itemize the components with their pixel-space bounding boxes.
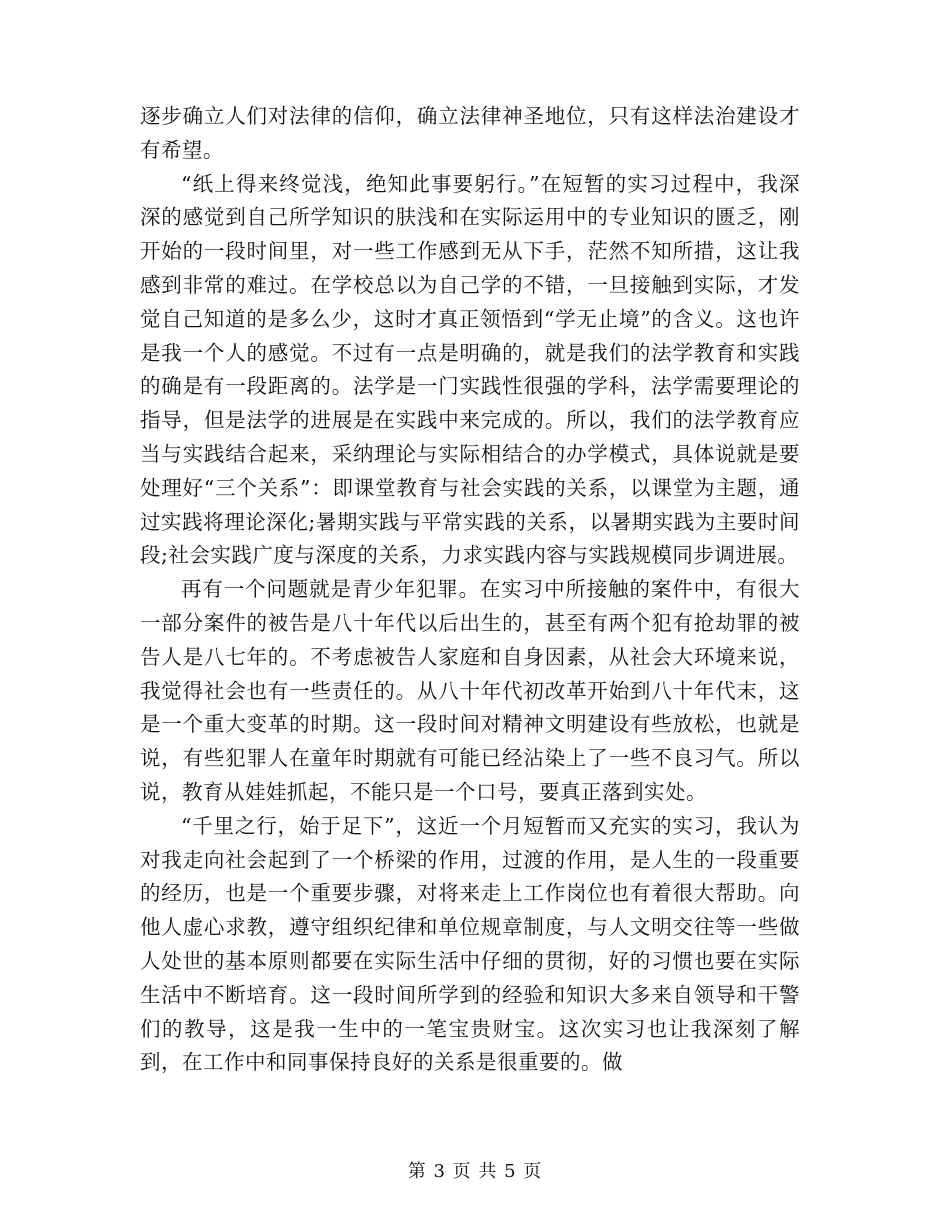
paragraph-4: “千里之行，始于足下”，这近一个月短暂而又充实的实习，我认为对我走向社会起到了一个桥梁的作用，过渡的作用，是人生的一段重要的经历，也是一个重要步骤，对将来走上工作岗位也有着很大帮助。向他人虚心求教，遵守组织纪律和单位规章制度，与人文明交往等一些做人处世的基本原则都要在实际生活中仔细的贯彻，好的习惯也要在实际生活中不断培育。这一段时间所学到的经验和知识大多来自领导和干警们的教导，这是我一生中的一笔宝贵财宝。这次实习也让我深刻了解到，在工作中和同事保持良好的关系是很重要的。做 xyxy=(140,813,800,1075)
page-number-footer: 第 3 页 共 5 页 xyxy=(407,1161,543,1182)
document-body xyxy=(140,100,800,1080)
paragraph-2: “纸上得来终觉浅，绝知此事要躬行。”在短暂的实习过程中，我深深的感觉到自己所学知识的肤浅和在实际运用中的专业知识的匮乏，刚开始的一段时间里，对一些工作感到无从下手，茫然不知所措，这让我感到非常的难过。在学校总以为自己学的不错，一旦接触到实际，才发觉自己知道的是多么少，这时才真正领悟到“学无止境”的含义。这也许是我一个人的感觉。不过有一点是明确的，就是我们的法学教育和实践的确是有一段距离的。法学是一门实践性很强的学科，法学需要理论的指导，但是法学的进展是在实践中来完成的。所以，我们的法学教育应当与实践结合起来，采纳理论与实际相结合的办学模式，具体说就是要处理好“三个关系”：即课堂教育与社会实践的关系，以课堂为主题，通过实践将理论深化;暑期实践与平常实践的关系，以暑期实践为主要时间段;社会实践广度与深度的关系，力求实践内容与实践规模同步调进展。 xyxy=(140,171,800,568)
paragraph-1: 逐步确立人们对法律的信仰，确立法律神圣地位，只有这样法治建设才有希望。 xyxy=(140,104,800,162)
paragraph-3: 再有一个问题就是青少年犯罪。在实习中所接触的案件中，有很大一部分案件的被告是八十年代以后出生的，甚至有两个犯有抢劫罪的被告人是八七年的。不考虑被告人家庭和自身因素，从社会大环境来说，我觉得社会也有一些责任的。从八十年代初改革开始到八十年代末，这是一个重大变革的时期。这一段时间对精神文明建设有些放松，也就是说，有些犯罪人在童年时期就有可能已经沾染上了一些不良习气。所以说，教育从娃娃抓起，不能只是一个口号，要真正落到实处。 xyxy=(140,577,800,804)
